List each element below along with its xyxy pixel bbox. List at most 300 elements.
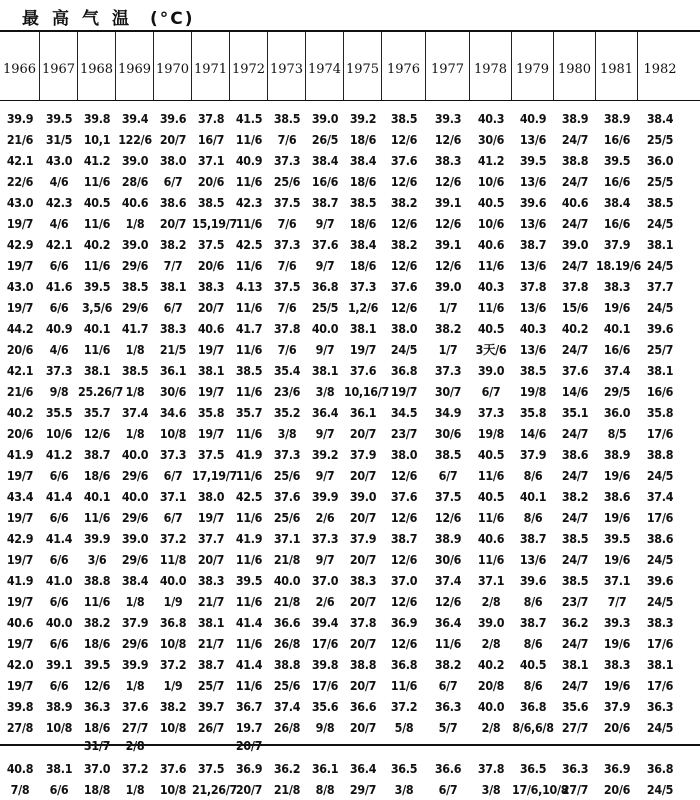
table-cell: 37.0 bbox=[390, 573, 418, 588]
table-cell: 11/6 bbox=[235, 258, 263, 273]
table-cell: 38.5 bbox=[121, 363, 149, 378]
table-cell: 36.4 bbox=[349, 761, 377, 776]
table-cell: 37.6 bbox=[121, 699, 149, 714]
table-cell: 13/6 bbox=[519, 258, 547, 273]
table-cell: 38.3 bbox=[349, 573, 377, 588]
table-row bbox=[0, 318, 700, 339]
table-cell: 40.6 bbox=[561, 195, 589, 210]
table-cell: 9/7 bbox=[315, 552, 335, 567]
year-header-row bbox=[0, 32, 700, 100]
table-cell: 40.3 bbox=[519, 321, 547, 336]
table-cell: 3/8 bbox=[277, 426, 297, 441]
table-cell: 1/9 bbox=[163, 594, 183, 609]
table-cell: 42.9 bbox=[6, 237, 34, 252]
year-header-cell: 1977 bbox=[426, 32, 470, 100]
table-cell: 24/5 bbox=[390, 342, 418, 357]
table-cell: 19/7 bbox=[6, 216, 34, 231]
table-cell: 21/7 bbox=[197, 594, 225, 609]
table-cell: 38.4 bbox=[349, 237, 377, 252]
table-cell: 12/6 bbox=[390, 594, 418, 609]
table-cell: 19/7 bbox=[197, 510, 225, 525]
table-cell bbox=[554, 738, 596, 754]
table-cell: 12/6 bbox=[434, 132, 462, 147]
table-cell: 39.4 bbox=[121, 111, 149, 126]
table-cell: 29/6 bbox=[121, 258, 149, 273]
table-row bbox=[0, 465, 700, 486]
table-cell: 20/6 bbox=[197, 174, 225, 189]
table-cell: 36.6 bbox=[273, 615, 301, 630]
table-cell: 40.0 bbox=[477, 699, 505, 714]
table-cell: 38.2 bbox=[159, 699, 187, 714]
table-cell: 38.5 bbox=[197, 195, 225, 210]
table-cell: 24/5 bbox=[646, 216, 674, 231]
table-cell: 43.0 bbox=[6, 195, 34, 210]
table-cell: 20/6 bbox=[6, 342, 34, 357]
table-cell: 3/8 bbox=[481, 782, 501, 797]
table-cell: 8/8 bbox=[315, 782, 335, 797]
table-cell: 9/7 bbox=[315, 426, 335, 441]
table-cell: 39.2 bbox=[349, 111, 377, 126]
table-cell: 39.6 bbox=[646, 321, 674, 336]
table-cell: 19/7 bbox=[6, 678, 34, 693]
table-cell: 40.1 bbox=[603, 321, 631, 336]
table-cell: 20/6 bbox=[603, 720, 631, 735]
table-cell: 39.0 bbox=[349, 489, 377, 504]
table-cell: 18/6 bbox=[349, 132, 377, 147]
table-cell: 25.26/7 bbox=[78, 384, 123, 399]
table-cell: 25/6 bbox=[273, 678, 301, 693]
table-cell: 17/6 bbox=[646, 636, 674, 651]
table-cell: 40.5 bbox=[477, 321, 505, 336]
table-cell: 8/6 bbox=[523, 594, 543, 609]
table-row bbox=[0, 108, 700, 129]
table-cell: 10/6 bbox=[477, 216, 505, 231]
table-cell: 37.9 bbox=[519, 447, 547, 462]
table-cell: 34.5 bbox=[390, 405, 418, 420]
table-cell: 12/6 bbox=[390, 468, 418, 483]
table-cell: 26/7 bbox=[197, 720, 225, 735]
year-header-cell: 1975 bbox=[344, 32, 382, 100]
table-cell: 38.1 bbox=[197, 615, 225, 630]
table-cell: 39.0 bbox=[477, 363, 505, 378]
table-cell bbox=[154, 738, 192, 754]
table-cell: 38.4 bbox=[646, 111, 674, 126]
table-cell: 38.8 bbox=[646, 447, 674, 462]
table-cell: 39.6 bbox=[519, 573, 547, 588]
table-cell: 39.5 bbox=[235, 573, 263, 588]
table-cell: 30/6 bbox=[434, 552, 462, 567]
table-cell bbox=[0, 738, 40, 754]
table-cell: 43.0 bbox=[45, 153, 73, 168]
table-cell: 21/6 bbox=[6, 132, 34, 147]
table-cell bbox=[78, 738, 116, 754]
table-cell: 38.3 bbox=[603, 657, 631, 672]
table-cell: 19/7 bbox=[6, 552, 34, 567]
table-cell: 41.4 bbox=[235, 657, 263, 672]
table-cell: 8/5 bbox=[607, 426, 627, 441]
table-cell: 3/8 bbox=[315, 384, 335, 399]
table-cell: 39.6 bbox=[519, 195, 547, 210]
table-cell: 36.3 bbox=[434, 699, 462, 714]
table-cell: 36.4 bbox=[311, 405, 339, 420]
table-cell: 8/6 bbox=[523, 636, 543, 651]
year-header-cell: 1981 bbox=[596, 32, 638, 100]
table-cell: 24/7 bbox=[561, 132, 589, 147]
table-cell: 7/6 bbox=[277, 300, 297, 315]
table-cell: 38.1 bbox=[311, 363, 339, 378]
table-cell: 37.3 bbox=[349, 279, 377, 294]
table-cell: 24/7 bbox=[561, 510, 589, 525]
table-cell: 21/8 bbox=[273, 594, 301, 609]
table-cell: 11/6 bbox=[235, 594, 263, 609]
table-cell: 10/6 bbox=[45, 426, 73, 441]
table-cell: 7/6 bbox=[277, 258, 297, 273]
table-cell: 38.1 bbox=[159, 279, 187, 294]
table-cell bbox=[306, 738, 344, 754]
table-cell: 38.8 bbox=[561, 153, 589, 168]
table-cell: 1/9 bbox=[163, 678, 183, 693]
table-cell: 12/6 bbox=[390, 174, 418, 189]
table-row bbox=[0, 507, 700, 528]
table-cell: 8/6 bbox=[523, 510, 543, 525]
table-cell: 40.6 bbox=[477, 237, 505, 252]
table-cell: 3天/6 bbox=[475, 342, 507, 357]
table-row bbox=[0, 402, 700, 423]
table-cell: 36.8 bbox=[646, 761, 674, 776]
table-cell: 17/6 bbox=[311, 678, 339, 693]
table-cell: 11/6 bbox=[477, 300, 505, 315]
table-cell: 20/7 bbox=[159, 216, 187, 231]
table-cell: 36.8 bbox=[390, 657, 418, 672]
table-cell: 38.7 bbox=[83, 447, 111, 462]
table-cell: 28/6 bbox=[121, 174, 149, 189]
table-cell: 11/6 bbox=[477, 552, 505, 567]
table-cell: 39.3 bbox=[434, 111, 462, 126]
table-cell: 24/7 bbox=[561, 552, 589, 567]
year-header-cell: 1976 bbox=[382, 32, 426, 100]
table-cell: 18/8 bbox=[83, 782, 111, 797]
table-cell: 24/5 bbox=[646, 300, 674, 315]
table-cell: 37.8 bbox=[519, 279, 547, 294]
table-row bbox=[0, 591, 700, 612]
table-cell: 40.9 bbox=[235, 153, 263, 168]
table-cell: 20/7 bbox=[235, 782, 263, 797]
table-cell: 37.5 bbox=[434, 489, 462, 504]
table-cell: 16/6 bbox=[603, 342, 631, 357]
table-cell bbox=[40, 738, 78, 754]
table-cell: 23/6 bbox=[273, 384, 301, 399]
table-cell: 37.4 bbox=[646, 489, 674, 504]
table-cell: 37.9 bbox=[603, 237, 631, 252]
table-cell: 4.13 bbox=[235, 279, 263, 294]
title-unit: (°C) bbox=[150, 9, 195, 29]
table-cell: 36.6 bbox=[434, 761, 462, 776]
table-cell: 3/6 bbox=[87, 552, 107, 567]
table-cell: 31/5 bbox=[45, 132, 73, 147]
table-cell: 34.6 bbox=[159, 405, 187, 420]
table-cell: 37.3 bbox=[311, 531, 339, 546]
table-cell: 42.1 bbox=[6, 153, 34, 168]
table-cell: 39.0 bbox=[121, 531, 149, 546]
table-cell: 19/6 bbox=[603, 300, 631, 315]
table-cell: 41.9 bbox=[235, 531, 263, 546]
table-cell: 11/6 bbox=[235, 678, 263, 693]
title-text: 最高气温 bbox=[22, 9, 142, 29]
table-cell: 10/8 bbox=[45, 720, 73, 735]
table-cell: 39.0 bbox=[434, 279, 462, 294]
table-cell: 40.0 bbox=[121, 447, 149, 462]
table-cell: 17/6 bbox=[646, 510, 674, 525]
table-cell: 38.5 bbox=[349, 195, 377, 210]
table-cell: 11/6 bbox=[235, 342, 263, 357]
table-cell: 39.3 bbox=[603, 615, 631, 630]
table-cell: 27/7 bbox=[121, 720, 149, 735]
table-cell: 26/8 bbox=[273, 636, 301, 651]
table-cell: 18.19/6 bbox=[596, 258, 641, 273]
table-cell: 37.4 bbox=[603, 363, 631, 378]
table-cell: 10/8 bbox=[159, 782, 187, 797]
table-cell: 40.0 bbox=[121, 489, 149, 504]
table-cell: 40.3 bbox=[477, 111, 505, 126]
table-cell: 14/6 bbox=[519, 426, 547, 441]
year-header-cell: 1968 bbox=[78, 32, 116, 100]
table-row bbox=[0, 255, 700, 276]
table-cell: 35.6 bbox=[561, 699, 589, 714]
table-cell: 36.5 bbox=[519, 761, 547, 776]
table-cell: 38.7 bbox=[519, 237, 547, 252]
table-cell: 40.1 bbox=[83, 321, 111, 336]
table-cell: 36.3 bbox=[83, 699, 111, 714]
table-cell: 39.8 bbox=[311, 657, 339, 672]
table-cell: 24/7 bbox=[561, 678, 589, 693]
table-cell: 20/6 bbox=[603, 782, 631, 797]
table-cell: 42.1 bbox=[45, 237, 73, 252]
table-cell: 1/8 bbox=[125, 426, 145, 441]
table-cell: 39.5 bbox=[603, 531, 631, 546]
table-cell: 39.5 bbox=[83, 279, 111, 294]
table-cell: 37.2 bbox=[121, 761, 149, 776]
table-cell: 41.7 bbox=[235, 321, 263, 336]
table-cell: 29/6 bbox=[121, 510, 149, 525]
table-cell: 37.2 bbox=[159, 531, 187, 546]
table-cell: 37.6 bbox=[159, 761, 187, 776]
table-cell: 37.2 bbox=[159, 657, 187, 672]
table-cell: 40.9 bbox=[519, 111, 547, 126]
table-cell: 34.9 bbox=[434, 405, 462, 420]
table-cell: 37.3 bbox=[273, 153, 301, 168]
table-cell: 20/8 bbox=[477, 678, 505, 693]
table-cell: 36.5 bbox=[390, 761, 418, 776]
table-cell: 30/6 bbox=[477, 132, 505, 147]
table-cell: 35.8 bbox=[197, 405, 225, 420]
table-cell: 37.4 bbox=[273, 699, 301, 714]
table-cell: 16/7 bbox=[197, 132, 225, 147]
table-cell: 25/6 bbox=[273, 468, 301, 483]
table-cell: 19/7 bbox=[6, 258, 34, 273]
table-cell: 36.8 bbox=[159, 615, 187, 630]
table-cell: 37.8 bbox=[561, 279, 589, 294]
table-cell: 24/7 bbox=[561, 342, 589, 357]
table-row bbox=[0, 339, 700, 360]
table-cell: 7/7 bbox=[163, 258, 183, 273]
table-cell: 38.9 bbox=[434, 531, 462, 546]
table-cell: 38.1 bbox=[646, 363, 674, 378]
table-cell: 18/6 bbox=[349, 174, 377, 189]
table-row bbox=[0, 444, 700, 465]
table-cell: 39.0 bbox=[121, 237, 149, 252]
table-cell: 9/7 bbox=[315, 468, 335, 483]
table-cell: 40.0 bbox=[273, 573, 301, 588]
table-cell: 11/6 bbox=[83, 258, 111, 273]
table-cell: 36.8 bbox=[519, 699, 547, 714]
year-header-cell: 1972 bbox=[230, 32, 268, 100]
table-cell: 25/5 bbox=[646, 174, 674, 189]
table-cell: 2/8 bbox=[481, 636, 501, 651]
table-cell: 37.7 bbox=[646, 279, 674, 294]
table-cell: 37.1 bbox=[197, 153, 225, 168]
table-cell: 38.6 bbox=[159, 195, 187, 210]
table-cell: 21/6 bbox=[6, 384, 34, 399]
table-cell: 10/8 bbox=[159, 636, 187, 651]
table-cell: 6/6 bbox=[49, 782, 69, 797]
table-cell: 16/6 bbox=[603, 216, 631, 231]
table-cell: 38.4 bbox=[603, 195, 631, 210]
table-cell: 39.1 bbox=[434, 237, 462, 252]
table-cell: 38.1 bbox=[197, 363, 225, 378]
table-cell: 18/6 bbox=[349, 258, 377, 273]
table-cell: 7/6 bbox=[277, 132, 297, 147]
table-cell: 25/6 bbox=[273, 510, 301, 525]
table-cell: 19.7 bbox=[235, 720, 263, 735]
table-cell: 41.2 bbox=[83, 153, 111, 168]
table-cell: 42.1 bbox=[6, 363, 34, 378]
table-cell: 24/7 bbox=[561, 216, 589, 231]
table-cell: 20/6 bbox=[6, 426, 34, 441]
table-cell: 11/6 bbox=[477, 510, 505, 525]
table-cell: 24/5 bbox=[646, 258, 674, 273]
table-row bbox=[0, 549, 700, 570]
table-cell: 38.8 bbox=[83, 573, 111, 588]
table-cell: 37.7 bbox=[197, 531, 225, 546]
year-header-cell: 1978 bbox=[470, 32, 512, 100]
table-cell: 36.1 bbox=[349, 405, 377, 420]
table-cell: 39.5 bbox=[519, 153, 547, 168]
table-cell: 40.1 bbox=[83, 489, 111, 504]
table-cell: 37.6 bbox=[561, 363, 589, 378]
table-cell: 13/6 bbox=[519, 132, 547, 147]
table-cell: 9/7 bbox=[315, 342, 335, 357]
table-cell: 37.8 bbox=[477, 761, 505, 776]
table-cell: 37.4 bbox=[121, 405, 149, 420]
table-cell: 39.4 bbox=[311, 615, 339, 630]
table-cell: 18/6 bbox=[349, 216, 377, 231]
table-cell: 11/6 bbox=[235, 216, 263, 231]
table-cell: 29/7 bbox=[349, 782, 377, 797]
table-cell: 39.0 bbox=[561, 237, 589, 252]
table-cell: 37.5 bbox=[273, 195, 301, 210]
table-cell: 11/6 bbox=[235, 468, 263, 483]
table-row bbox=[0, 717, 700, 738]
table-cell: 21,26/7 bbox=[192, 782, 237, 797]
table-cell: 41.9 bbox=[6, 447, 34, 462]
table-cell: 35.1 bbox=[561, 405, 589, 420]
table-cell: 42.3 bbox=[235, 195, 263, 210]
table-cell: 23/7 bbox=[561, 594, 589, 609]
table-cell: 37.9 bbox=[121, 615, 149, 630]
table-cell: 24/7 bbox=[561, 636, 589, 651]
table-cell: 40.6 bbox=[6, 615, 34, 630]
table-cell: 20/6 bbox=[197, 258, 225, 273]
table-cell: 35.6 bbox=[311, 699, 339, 714]
table-cell: 15/6 bbox=[561, 300, 589, 315]
table-cell: 3,5/6 bbox=[81, 300, 113, 315]
table-cell: 3/8 bbox=[394, 782, 414, 797]
table-cell: 39.1 bbox=[434, 195, 462, 210]
table-row bbox=[0, 234, 700, 255]
table-cell: 17/6 bbox=[646, 678, 674, 693]
table-cell: 36.2 bbox=[561, 615, 589, 630]
table-cell: 13/6 bbox=[519, 216, 547, 231]
table-cell: 11/6 bbox=[434, 636, 462, 651]
table-cell: 37.6 bbox=[390, 153, 418, 168]
table-cell: 35.8 bbox=[646, 405, 674, 420]
table-cell: 37.9 bbox=[603, 699, 631, 714]
table-cell: 10,16/7 bbox=[344, 384, 389, 399]
table-cell: 30/6 bbox=[159, 384, 187, 399]
table-cell: 40.6 bbox=[197, 321, 225, 336]
table-cell: 8/6 bbox=[523, 678, 543, 693]
table-cell: 18/6 bbox=[83, 468, 111, 483]
table-cell: 37.9 bbox=[349, 447, 377, 462]
table-cell: 38.1 bbox=[646, 657, 674, 672]
table-cell: 38.5 bbox=[434, 447, 462, 462]
table-cell: 6/7 bbox=[438, 782, 458, 797]
table-cell: 39.5 bbox=[45, 111, 73, 126]
table-row bbox=[0, 654, 700, 675]
table-cell: 18/6 bbox=[83, 636, 111, 651]
table-cell: 122/6 bbox=[118, 132, 152, 147]
table-cell: 6/7 bbox=[163, 300, 183, 315]
table-cell: 37.6 bbox=[390, 489, 418, 504]
table-cell: 26/5 bbox=[311, 132, 339, 147]
table-cell: 42.0 bbox=[6, 657, 34, 672]
table-cell: 39.9 bbox=[83, 531, 111, 546]
table-cell: 24/7 bbox=[561, 426, 589, 441]
table-cell: 13/6 bbox=[519, 552, 547, 567]
table-cell: 40.9 bbox=[45, 321, 73, 336]
table-cell: 38.5 bbox=[561, 531, 589, 546]
table-cell: 38.1 bbox=[83, 363, 111, 378]
table-cell: 41.9 bbox=[235, 447, 263, 462]
table-cell: 27/8 bbox=[6, 720, 34, 735]
table-cell: 39.0 bbox=[311, 111, 339, 126]
table-cell: 11/6 bbox=[83, 216, 111, 231]
table-cell: 36.7 bbox=[235, 699, 263, 714]
table-cell: 41.6 bbox=[45, 279, 73, 294]
table-cell: 20/7 bbox=[197, 552, 225, 567]
table-cell: 35.7 bbox=[83, 405, 111, 420]
table-row bbox=[0, 171, 700, 192]
table-cell: 22/6 bbox=[6, 174, 34, 189]
table-cell: 40.5 bbox=[477, 195, 505, 210]
table-cell: 38.3 bbox=[159, 321, 187, 336]
table-row bbox=[0, 486, 700, 507]
table-cell: 40.0 bbox=[311, 321, 339, 336]
table-cell: 37.3 bbox=[434, 363, 462, 378]
table-cell: 37.3 bbox=[159, 447, 187, 462]
table-cell: 12/6 bbox=[390, 552, 418, 567]
table-cell: 37.9 bbox=[349, 531, 377, 546]
